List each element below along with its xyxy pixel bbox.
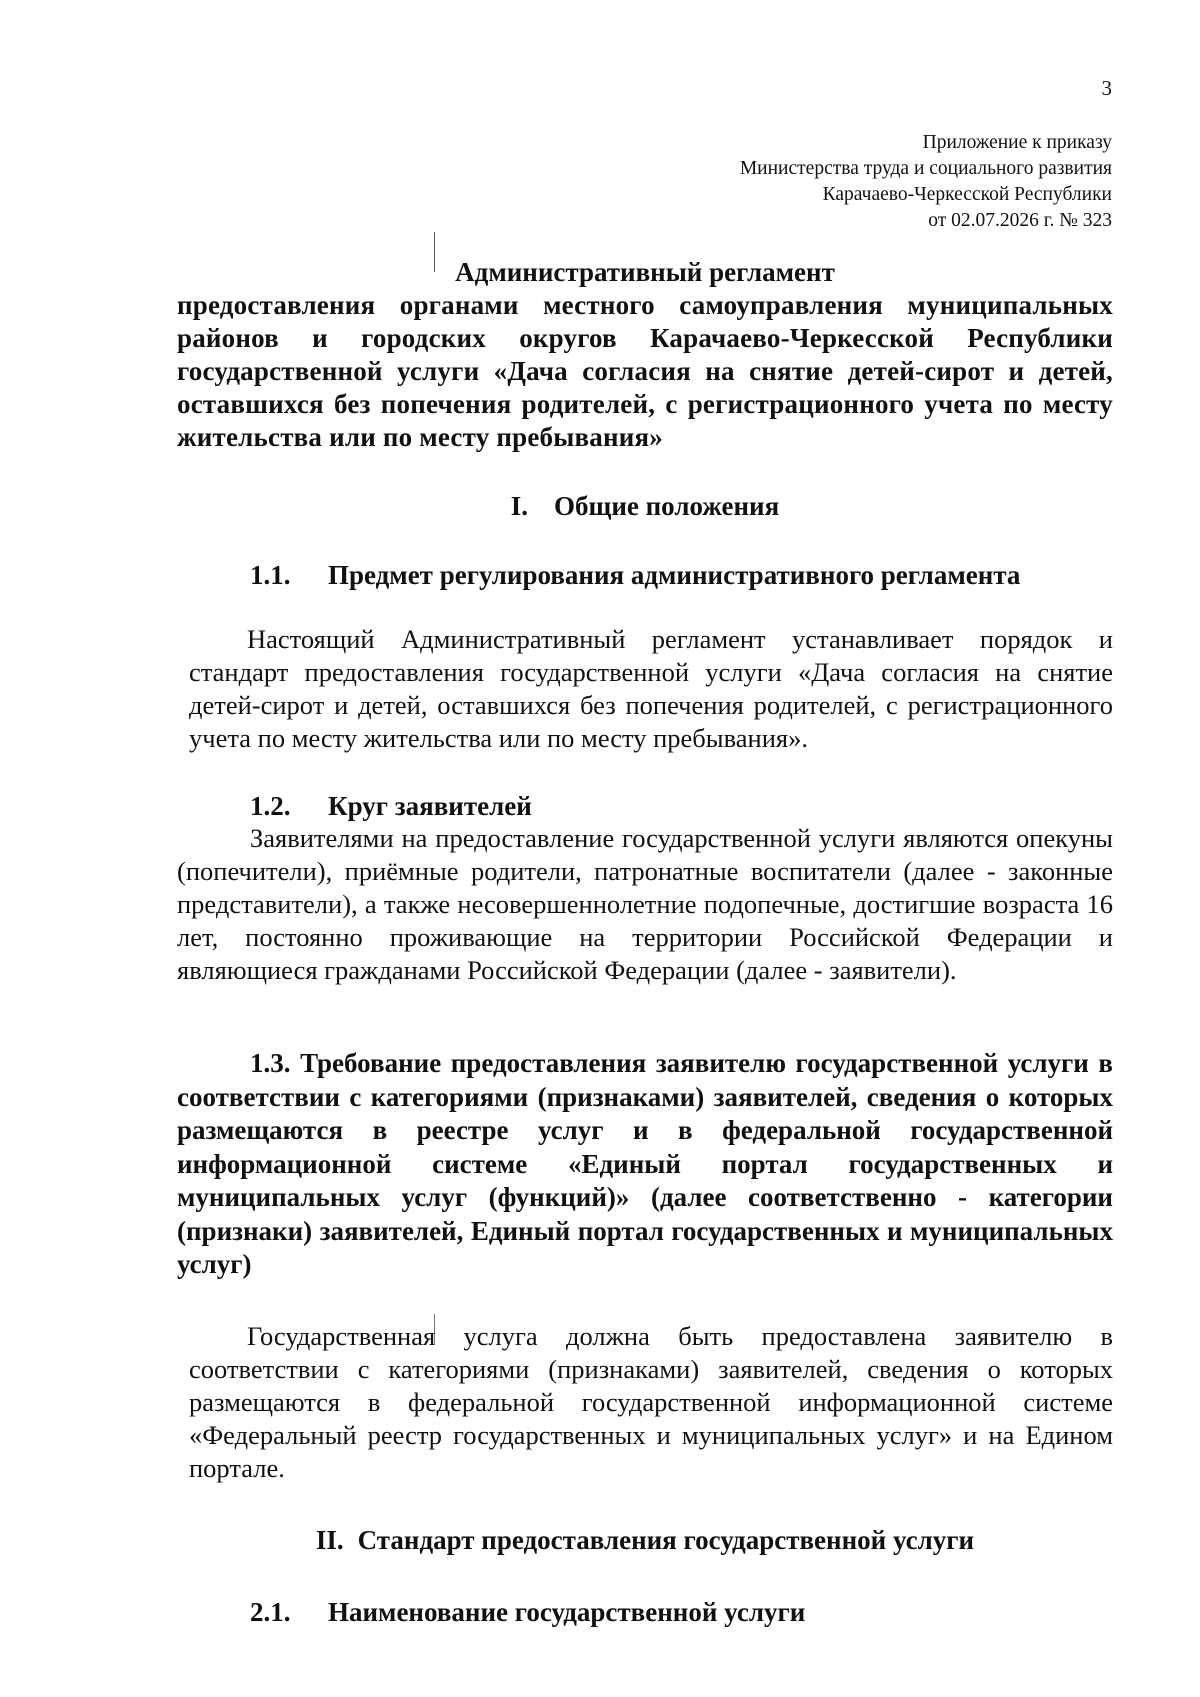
- heading-number: 1.1.: [250, 560, 291, 590]
- heading-title: Наименование государственной услуги: [328, 1597, 806, 1627]
- section-heading-1: [177, 490, 1113, 522]
- heading-1-2: [250, 790, 1110, 822]
- paragraph-1-2: Заявителями на предоставление государственной услуги являются опекуны (попечители), приёмные родители, патронатные воспитатели (далее - законные представители), а также несовершеннолетние подопечные, достигшие возраста 16 лет, постоянно проживающие на территории Российской Федерации и являющиеся гражданами Российской Федерации (далее - заявители).: [177, 823, 1113, 985]
- heading-number: 1.2.: [250, 791, 291, 821]
- section-title: Стандарт предоставления государственной услуги: [357, 1525, 975, 1555]
- page-number: 3: [1101, 76, 1112, 100]
- heading-title: Требование предоставления заявителю государственной услуги в соответствии с категориями (признаками) заявителей, сведения о которых размещаются в реестре услуг и в федеральной государственной информационной системе «Единый портал государственных и муниципальных услуг (функций)» (далее соответственно - категории (признаки) заявителей, Единый портал государственных и муниципальных услуг): [177, 1048, 1113, 1279]
- document-title: Административный регламент: [455, 257, 835, 287]
- appendix-block: [592, 130, 1112, 234]
- document-subtitle: предоставления органами местного самоуправления муниципальных районов и городских округов Карачаево-Черкесской Республики государственной услуги «Дача согласия на снятие детей-сирот и детей, оставшихся без попечения родителей, с регистрационного учета по месту жительства или по месту пребывания»: [177, 290, 1113, 452]
- heading-1-1: [250, 559, 1110, 591]
- heading-title: Круг заявителей: [328, 791, 532, 821]
- paragraph-1-1: Настоящий Административный регламент устанавливает порядок и стандарт предоставления государственной услуги «Дача согласия на снятие детей-сирот и детей, оставшихся без попечения родителей, с регистрационного учета по месту жительства или по месту пребывания».: [189, 624, 1113, 753]
- heading-number: 2.1.: [250, 1597, 291, 1627]
- heading-2-1: [250, 1596, 1110, 1628]
- heading-number: 1.3.: [250, 1048, 291, 1078]
- appendix-line: Министерства труда и социального развития: [739, 158, 1112, 179]
- heading-1-3: [177, 1047, 1113, 1282]
- section-title: Общие положения: [554, 491, 780, 521]
- heading-title: Предмет регулирования административного регламента: [328, 560, 1021, 590]
- appendix-date-line: от 02.07.2026 г. № 323: [928, 210, 1112, 231]
- section-heading-2: [177, 1524, 1113, 1556]
- appendix-line: Приложение к приказу: [922, 132, 1112, 153]
- appendix-line: Карачаево-Черкесской Республики: [822, 184, 1112, 205]
- section-number: I.: [510, 491, 529, 521]
- paragraph-1-3: Государственная услуга должна быть предоставлена заявителю в соответствии с категориями (признаками) заявителей, сведения о которых размещаются в федеральной государственной информационной системе «Федеральный реестр государственных и муниципальных услуг» и на Едином портале.: [189, 1321, 1113, 1483]
- section-number: II.: [315, 1525, 344, 1555]
